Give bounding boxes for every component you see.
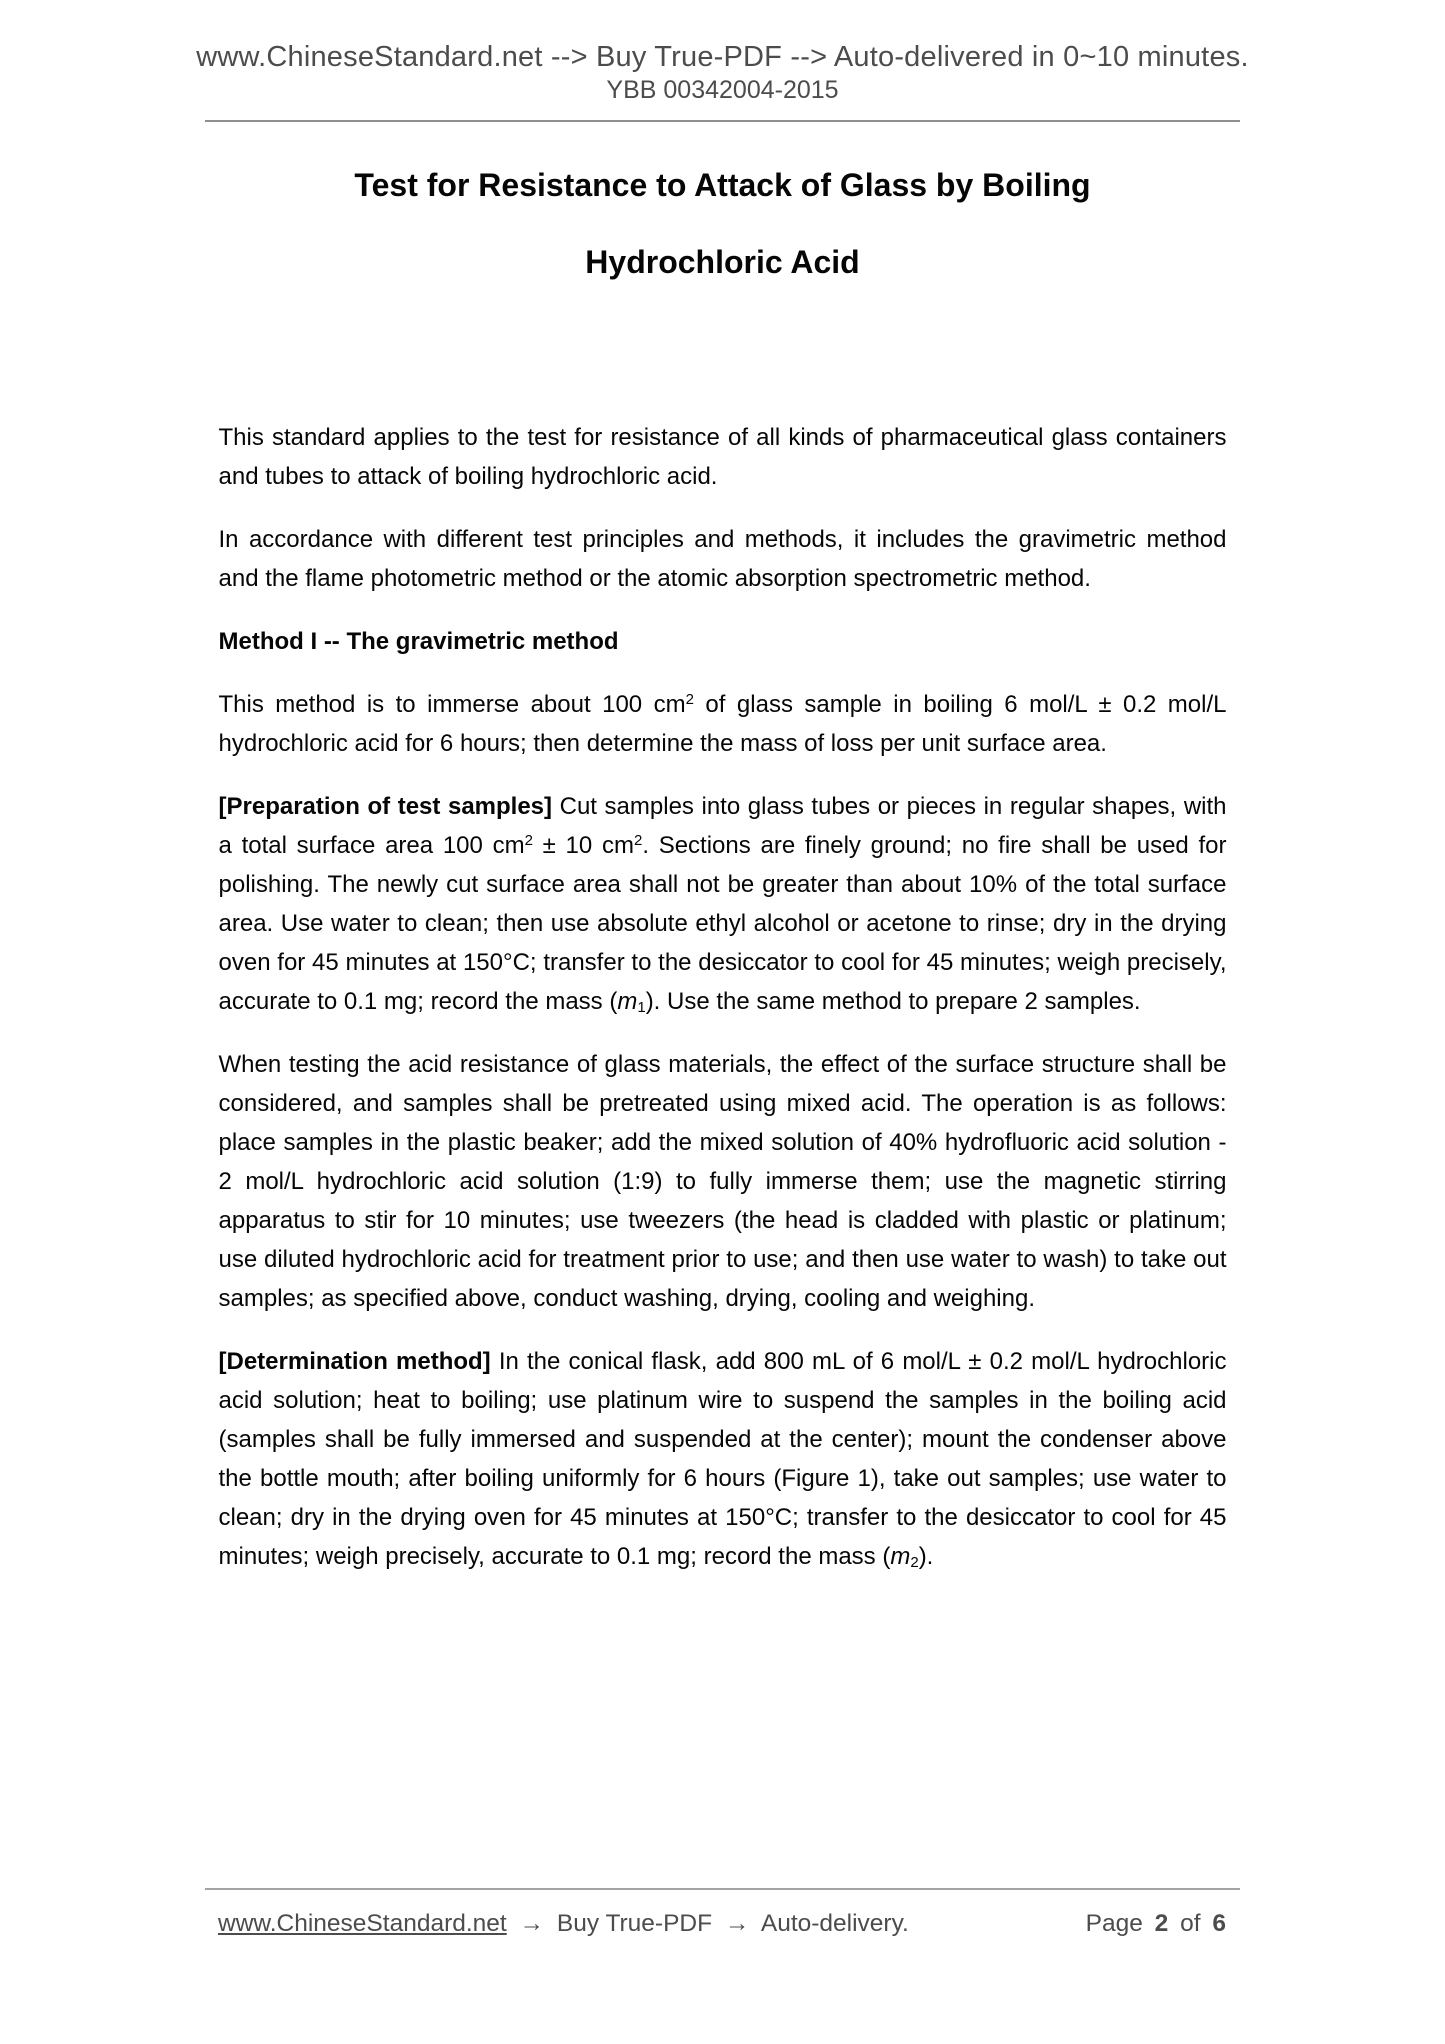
header-divider [205,120,1240,122]
document-title [0,166,1445,281]
document-body [219,418,1227,1576]
footer-step-buy: Buy True-PDF [556,1910,713,1937]
footer-step-delivery: Auto-delivery. [760,1910,909,1937]
preparation-of-test-samples-paragraph: [Preparation of test samples] Cut samples into glass tubes or pieces in regular shapes, with a total surface area 100 $cm^2 \pm 10$ $cm^2$. Sections are finely ground; no fire shall be used for polishing. The newly cut surface area shall not be greater than about 10% of the total surface area. Use water to clean; then use absolute ethyl alcohol or acetone to rinse; dry in the drying oven for 45 minutes at 150°C; transfer to the desiccator to cool for 45 minutes; weigh precisely, accurate to 0.1 mg; record the mass (m1). Use the same method to prepare 2 samples. [218,793,1227,1017]
standard-number: YBB 00342004-2015 [606,76,839,104]
right-arrow-icon: → [519,1910,545,1937]
footer-promo [218,1908,909,1940]
page-total: 6 [1212,1910,1226,1937]
header-promo-line: www.ChineseStandard.net --> Buy True-PDF --> Auto-delivered in 0~10 minutes. [196,41,1249,73]
scope-paragraph: This standard applies to the test for resistance of all kinds of pharmaceutical glass containers and tubes to attack of boiling hydrochloric acid. [218,424,1227,490]
document-title-line2: Hydrochloric Acid [585,244,860,280]
page-footer [218,1908,1226,1940]
footer-divider [205,1888,1240,1890]
acid-pretreatment-paragraph: When testing the acid resistance of glass materials, the effect of the surface structure shall be considered, and samples shall be pretreated using mixed acid. The operation is as follows: place samples in the plastic beaker; add the mixed solution of 40% hydrofluoric acid solution - 2 mol/L hydrochloric acid solution (1:9) to fully immerse them; use the magnetic stirring apparatus to stir for 10 minutes; use tweezers (the head is cladded with plastic or platinum; use diluted hydrochloric acid for treatment prior to use; and then use water to wash) to take out samples; as specified above, conduct washing, drying, cooling and weighing. [218,1051,1227,1312]
page-label: Page [1085,1910,1143,1937]
gravimetric-method-intro-paragraph: This method is to immerse about 100 $cm^2$ of glass sample in boiling 6 mol/L ± 0.2 mol/L hydrochloric acid for 6 hours; then determine the mass of loss per unit surface area. [218,690,1227,757]
of-label: of [1180,1910,1201,1937]
document-title-line1: Test for Resistance to Attack of Glass by Boiling [354,167,1091,203]
gravimetric-method-heading: Method I -- The gravimetric method [218,628,619,655]
determination-method-paragraph: [Determination method] In the conical flask, add 800 mL of 6 mol/L ± 0.2 mol/L hydrochloric acid solution; heat to boiling; use platinum wire to suspend the samples in the boiling acid (samples shall be fully immersed and suspended at the center); mount the condenser above the bottle mouth; after boiling uniformly for 6 hours (Figure 1), take out samples; use water to clean; dry in the drying oven for 45 minutes at 150°C; transfer to the desiccator to cool for 45 minutes; weigh precisely, accurate to 0.1 mg; record the mass (m2). [218,1348,1227,1572]
methods-overview-paragraph: In accordance with different test principles and methods, it includes the gravimetric method and the flame photometric method or the atomic absorption spectrometric method. [218,526,1227,592]
right-arrow-icon: → [724,1910,750,1937]
page-header [0,0,1445,122]
page-indicator [1086,1908,1226,1940]
footer-site-link[interactable]: www.ChineseStandard.net [218,1910,507,1937]
page-current: 2 [1154,1910,1169,1937]
